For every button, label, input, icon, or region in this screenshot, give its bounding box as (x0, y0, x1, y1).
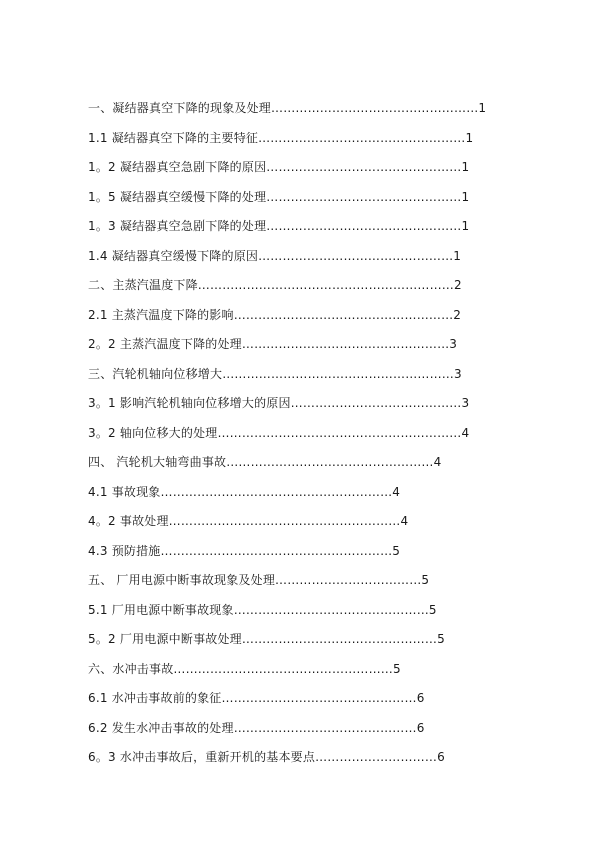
toc-entry[interactable]: 1.1 凝结器真空下降的主要特征……………………………………………1 (88, 130, 474, 145)
toc-entry[interactable]: 2.1 主蒸汽温度下降的影响………………………………………………2 (88, 307, 462, 322)
toc-entry[interactable]: 1。5 凝结器真空缓慢下降的处理…………………………………………1 (88, 189, 470, 204)
toc-entry[interactable]: 一、凝结器真空下降的现象及处理……………………………………………1 (88, 101, 487, 115)
toc-entry[interactable]: 6。3 水冲击事故后，重新开机的基本要点…………………………6 (88, 750, 445, 764)
toc-entry[interactable]: 6.1 水冲击事故前的象征…………………………………………6 (88, 691, 425, 705)
toc-entry[interactable]: 4。2 事故处理…………………………………………………4 (88, 514, 409, 528)
toc-entry[interactable]: 5。2 厂用电源中断事故处理…………………………………………5 (88, 632, 445, 646)
toc-entry[interactable]: 2。2 主蒸汽温度下降的处理……………………………………………3 (88, 337, 458, 351)
toc-entry[interactable]: 1。3 凝结器真空急剧下降的处理…………………………………………1 (88, 219, 470, 233)
toc-entry[interactable]: 五、 厂用电源中断事故现象及处理………………………………5 (88, 573, 430, 587)
table-of-contents (88, 98, 488, 777)
toc-entry[interactable]: 4.1 事故现象…………………………………………………4 (88, 484, 401, 499)
toc-entry[interactable]: 6.2 发生水冲击事故的处理………………………………………6 (88, 720, 425, 735)
toc-entry[interactable]: 3。2 轴向位移大的处理……………………………………………………4 (88, 425, 470, 440)
toc-entry[interactable]: 1.4 凝结器真空缓慢下降的原因…………………………………………1 (88, 248, 462, 263)
toc-entry[interactable]: 5.1 厂用电源中断事故现象…………………………………………5 (88, 602, 437, 617)
toc-entry[interactable]: 二、主蒸汽温度下降………………………………………………………2 (88, 278, 462, 292)
toc-entry[interactable]: 六、水冲击事故………………………………………………5 (88, 661, 401, 676)
toc-entry[interactable]: 3。1 影响汽轮机轴向位移增大的原因……………………………………3 (88, 396, 470, 410)
toc-entry[interactable]: 1。2 凝结器真空急剧下降的原因…………………………………………1 (88, 160, 470, 174)
toc-entry[interactable]: 三、汽轮机轴向位移增大…………………………………………………3 (88, 366, 462, 381)
toc-entry[interactable]: 4.3 预防措施…………………………………………………5 (88, 543, 401, 558)
toc-entry[interactable]: 四、 汽轮机大轴弯曲事故……………………………………………4 (88, 455, 442, 469)
